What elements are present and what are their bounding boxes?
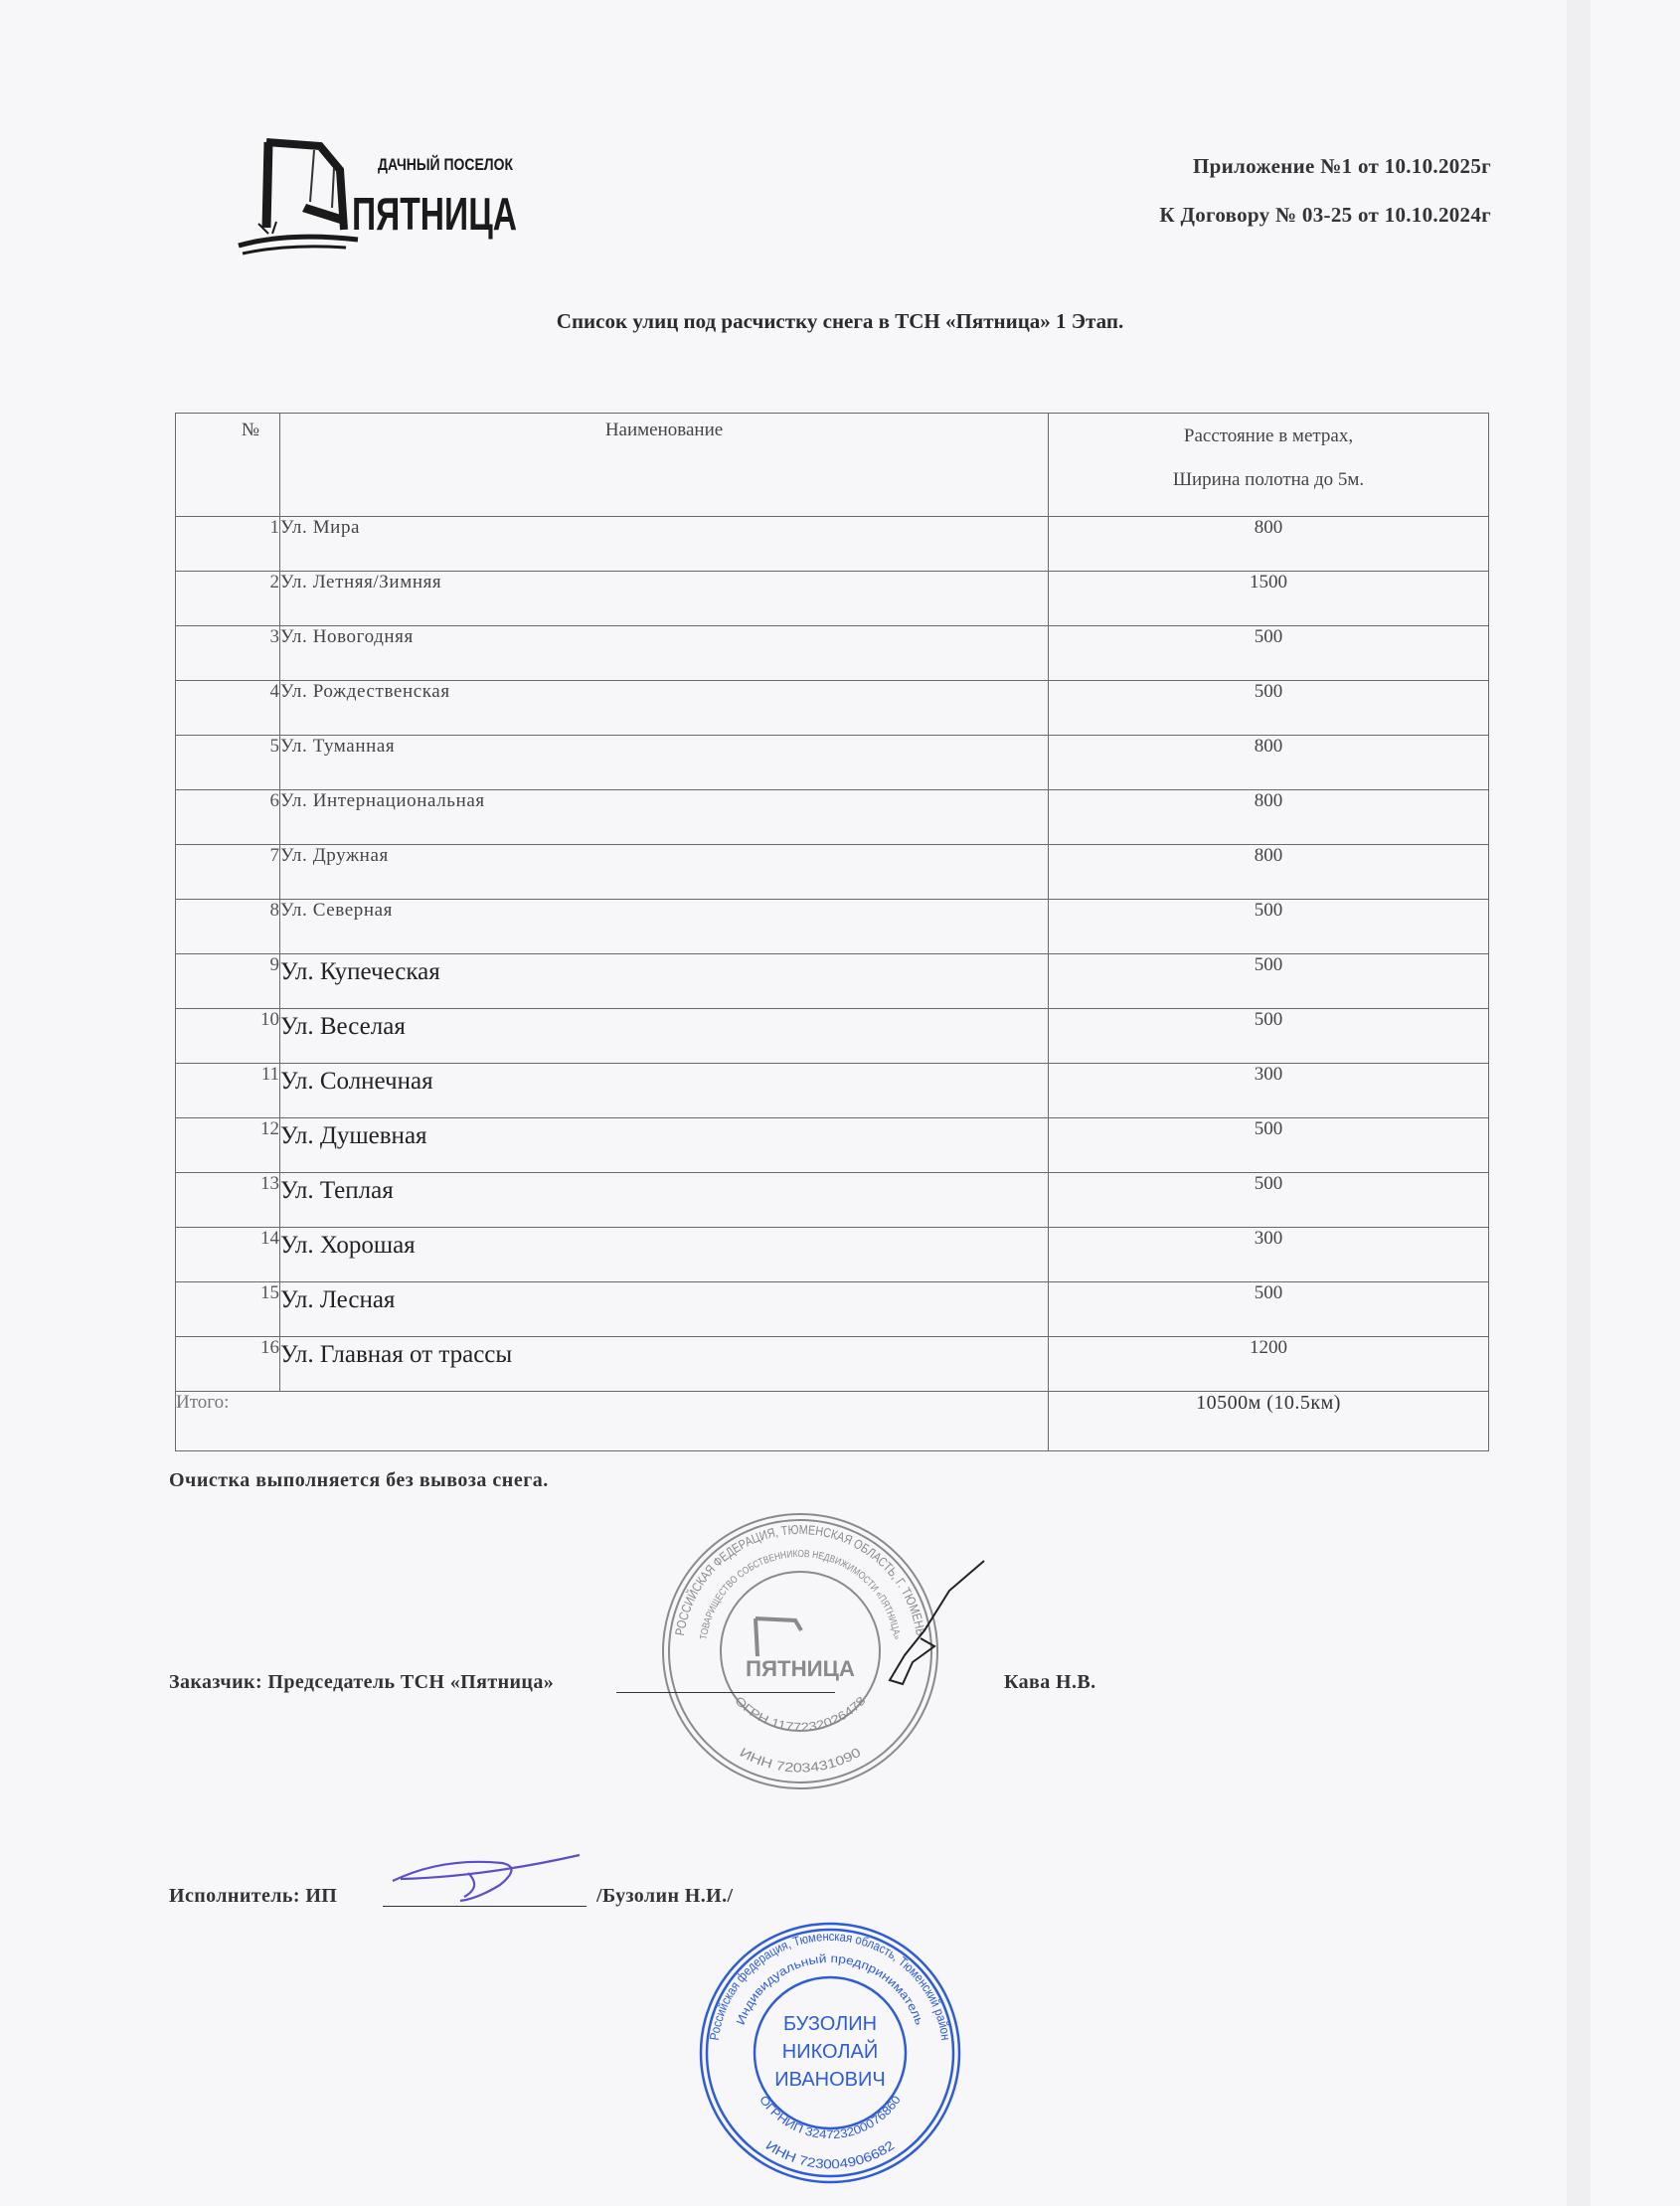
svg-text:ОГРНИП 324723200076860	[756, 2093, 904, 2141]
street-name: Ул. Солнечная	[280, 1064, 1049, 1118]
executor-signature-line	[383, 1906, 587, 1907]
customer-name: Кава Н.В.	[1004, 1671, 1096, 1693]
customer-signature-line	[616, 1692, 835, 1693]
table-row	[176, 736, 1489, 790]
street-name: Ул. Новогодняя	[280, 626, 1049, 681]
column-header-name: Наименование	[280, 414, 1049, 517]
column-header-distance	[1049, 414, 1489, 517]
ip-stamp-inner-text: Индивидуальный предприниматель	[733, 1951, 926, 2027]
table-row	[176, 517, 1489, 572]
ip-stamp-outer-text: Российская федерация, Тюменская область, Тюменский район	[706, 1928, 954, 2043]
table-row	[176, 954, 1489, 1009]
table-header-row	[176, 414, 1489, 517]
logo-title: ПЯТНИЦА	[352, 188, 517, 240]
table-row	[176, 1064, 1489, 1118]
street-distance: 800	[1049, 736, 1489, 790]
executor-signature	[383, 1851, 587, 1903]
street-distance: 500	[1049, 681, 1489, 736]
note-text: Очистка выполняется без вывоза снега.	[169, 1469, 549, 1491]
swing-logo-icon	[229, 124, 527, 263]
street-distance: 500	[1049, 1173, 1489, 1228]
tsn-stamp-inner-text: ТОВАРИЩЕСТВО СОБСТВЕННИКОВ НЕДВИЖИМОСТИ «ПЯТНИЦА»	[698, 1548, 903, 1641]
total-row	[176, 1392, 1489, 1451]
column-header-number: №	[176, 414, 280, 517]
street-name: Ул. Интернациональная	[280, 790, 1049, 845]
row-number: 14	[176, 1228, 280, 1282]
table-row	[176, 1282, 1489, 1337]
table-row	[176, 1228, 1489, 1282]
row-number: 2	[176, 572, 280, 626]
row-number: 5	[176, 736, 280, 790]
tsn-stamp-inn: ИНН 7203431090	[737, 1744, 862, 1776]
total-label: Итого:	[176, 1392, 1049, 1451]
table-row	[176, 1009, 1489, 1064]
tsn-stamp-center-text: ПЯТНИЦА	[746, 1656, 856, 1681]
table-row	[176, 572, 1489, 626]
street-name: Ул. Веселая	[280, 1009, 1049, 1064]
street-name: Ул. Северная	[280, 900, 1049, 954]
customer-signature	[855, 1551, 994, 1690]
street-name: Ул. Главная от трассы	[280, 1337, 1049, 1392]
ip-stamp-inn: ИНН 723004906682	[762, 2137, 897, 2172]
street-distance: 800	[1049, 790, 1489, 845]
row-number: 15	[176, 1282, 280, 1337]
row-number: 13	[176, 1173, 280, 1228]
table-row	[176, 626, 1489, 681]
ip-stamp	[696, 1919, 964, 2187]
table-row	[176, 900, 1489, 954]
row-number: 7	[176, 845, 280, 900]
table-row	[176, 790, 1489, 845]
executor-name: /Бузолин Н.И./	[596, 1885, 734, 1907]
street-distance: 800	[1049, 517, 1489, 572]
street-name: Ул. Лесная	[280, 1282, 1049, 1337]
street-distance: 500	[1049, 1118, 1489, 1173]
ip-stamp-patronymic: ИВАНОВИЧ	[774, 2069, 886, 2091]
street-distance: 500	[1049, 900, 1489, 954]
logo-subtitle: ДАЧНЫЙ ПОСЕЛОК	[378, 155, 514, 174]
row-number: 11	[176, 1064, 280, 1118]
row-number: 10	[176, 1009, 280, 1064]
ip-stamp-firstname: НИКОЛАЙ	[781, 2041, 879, 2063]
table-row	[176, 1173, 1489, 1228]
table-row	[176, 1118, 1489, 1173]
row-number: 9	[176, 954, 280, 1009]
row-number: 3	[176, 626, 280, 681]
row-number: 4	[176, 681, 280, 736]
total-value: 10500м (10.5км)	[1049, 1392, 1489, 1451]
ip-stamp-surname: БУЗОЛИН	[782, 2013, 878, 2035]
streets-table	[175, 413, 1489, 1451]
executor-signature-label: Исполнитель: ИП	[169, 1885, 338, 1907]
row-number: 8	[176, 900, 280, 954]
ip-stamp-ogrnip: ОГРНИП 324723200076860	[756, 2093, 904, 2142]
table-row	[176, 681, 1489, 736]
street-name: Ул. Теплая	[280, 1173, 1049, 1228]
customer-signature-label: Заказчик: Председатель ТСН «Пятница»	[169, 1671, 555, 1693]
tsn-stamp-outer-text: РОССИЙСКАЯ ФЕДЕРАЦИЯ, ТЮМЕНСКАЯ ОБЛАСТЬ, Г. ТЮМЕНЬ	[672, 1521, 929, 1638]
row-number: 12	[176, 1118, 280, 1173]
document-title: Список улиц под расчистку снега в ТСН «Пятница» 1 Этап.	[556, 309, 1124, 333]
row-number: 16	[176, 1337, 280, 1392]
svg-text:ИНН 7203431090	[738, 1745, 864, 1776]
street-distance: 500	[1049, 626, 1489, 681]
street-distance: 300	[1049, 1064, 1489, 1118]
row-number: 6	[176, 790, 280, 845]
street-distance: 500	[1049, 954, 1489, 1009]
table-row	[176, 845, 1489, 900]
street-name: Ул. Душевная	[280, 1118, 1049, 1173]
street-name: Ул. Купеческая	[280, 954, 1049, 1009]
street-name: Ул. Летняя/Зимняя	[280, 572, 1049, 626]
street-name: Ул. Мира	[280, 517, 1049, 572]
street-distance: 800	[1049, 845, 1489, 900]
svg-text:ОГРН 1177232026478	[732, 1693, 868, 1734]
column-header-distance-line1: Расстояние в метрах,	[1183, 425, 1354, 446]
street-distance: 500	[1049, 1009, 1489, 1064]
street-name: Ул. Рождественская	[280, 681, 1049, 736]
street-name: Ул. Дружная	[280, 845, 1049, 900]
tsn-stamp-ogrn: ОГРН 1177232026478	[732, 1693, 868, 1735]
table-row	[176, 1337, 1489, 1392]
row-number: 1	[176, 517, 280, 572]
street-distance: 300	[1049, 1228, 1489, 1282]
street-name: Ул. Хорошая	[280, 1228, 1049, 1282]
street-distance: 500	[1049, 1282, 1489, 1337]
appendix-header: Приложение №1 от 10.10.2025г	[1193, 154, 1491, 178]
contract-header: К Договору № 03-25 от 10.10.2024г	[1159, 203, 1491, 227]
column-header-distance-line2: Ширина полотна до 5м.	[1172, 469, 1365, 490]
street-distance: 1500	[1049, 572, 1489, 626]
street-distance: 1200	[1049, 1337, 1489, 1392]
company-logo	[229, 124, 527, 263]
street-name: Ул. Туманная	[280, 736, 1049, 790]
